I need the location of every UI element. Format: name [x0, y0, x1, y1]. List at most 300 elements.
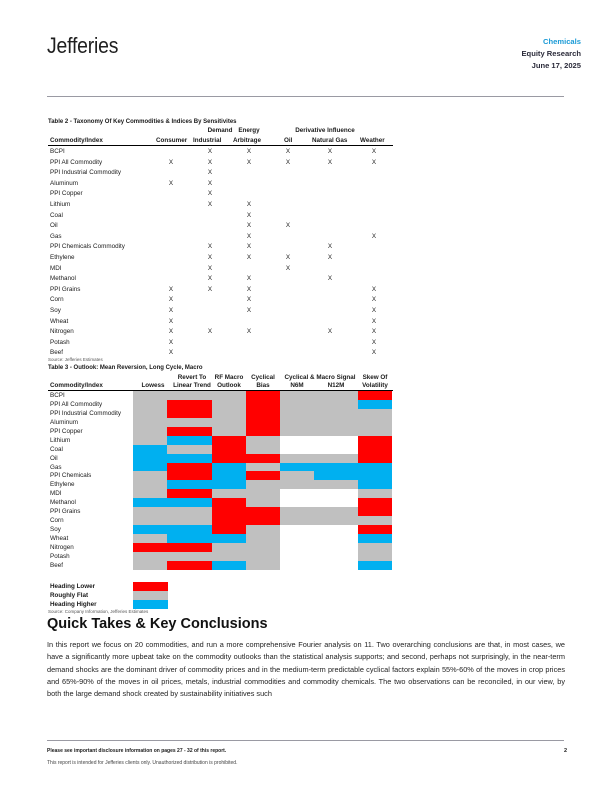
heatmap-cell-blank [280, 489, 314, 498]
heatmap-cell-flat [133, 471, 167, 480]
heatmap-cell-blank [280, 552, 314, 561]
col-revert-line1: Revert To [177, 374, 207, 381]
heatmap-cell-lower [212, 454, 246, 463]
col-signal-group: Cyclical & Macro Signal [284, 374, 356, 381]
sensitivity-mark: X [207, 264, 213, 272]
commodity-name: BCPI [50, 392, 65, 399]
heatmap-cell-higher [358, 463, 392, 472]
heatmap-cell-lower [212, 436, 246, 445]
heatmap-cell-flat [314, 454, 358, 463]
heatmap-cell-flat [358, 489, 392, 498]
heatmap-cell-flat [133, 391, 167, 400]
commodity-name: Soy [50, 306, 61, 314]
sensitivity-mark: X [207, 200, 213, 208]
heatmap-cell-lower [358, 454, 392, 463]
commodity-name: Gas [50, 232, 62, 240]
commodity-name: Wheat [50, 317, 69, 325]
heatmap-cell-flat [167, 445, 212, 454]
commodity-name: Gas [50, 463, 62, 471]
legend-swatch-flat [133, 591, 168, 600]
sensitivity-mark: X [285, 264, 291, 272]
sensitivity-mark: X [246, 275, 252, 283]
heatmap-row [48, 454, 393, 463]
sensitivity-mark: X [207, 158, 213, 166]
heatmap-cell-lower [246, 516, 280, 525]
heatmap-cell-flat [133, 436, 167, 445]
heatmap-cell-flat [133, 489, 167, 498]
table-row [48, 212, 393, 223]
heatmap-cell-blank [314, 525, 358, 534]
sensitivity-mark: X [246, 232, 252, 240]
heatmap-row [48, 427, 393, 436]
commodity-name: PPI Industrial Commodity [50, 409, 122, 417]
legend-label-flat: Roughly Flat [50, 592, 89, 599]
sensitivity-mark: X [246, 222, 252, 230]
table-row [48, 254, 393, 265]
col-cyclical-line1: Cyclical [251, 374, 275, 381]
heatmap-cell-flat [212, 418, 246, 427]
sensitivity-mark: X [327, 275, 333, 283]
commodity-name: PPI All Commodity [50, 400, 103, 408]
jefferies-logo: Jefferies [47, 33, 119, 58]
heatmap-cell-flat [246, 445, 280, 454]
col-industrial: Industrial [193, 137, 222, 144]
heatmap-cell-flat [246, 436, 280, 445]
commodity-name: Oil [50, 222, 58, 230]
heatmap-row [48, 561, 393, 570]
heatmap-cell-lower [212, 525, 246, 534]
sensitivity-mark: X [246, 200, 252, 208]
heatmap-cell-flat [212, 409, 246, 418]
header-divider [47, 96, 564, 97]
heatmap-cell-higher [280, 463, 314, 472]
table-row [48, 275, 393, 286]
heatmap-cell-lower [358, 391, 392, 400]
sensitivity-mark: X [285, 148, 291, 155]
heatmap-cell-flat [358, 516, 392, 525]
heatmap-cell-flat [314, 391, 358, 400]
table2-title: Table 2 - Taxonomy Of Key Commodities & Indices By Sensitivites [48, 119, 237, 125]
table-row [48, 190, 393, 201]
heatmap-cell-lower [358, 498, 392, 507]
heatmap-cell-lower [167, 489, 212, 498]
legend-label-higher: Heading Higher [50, 601, 97, 608]
table-row [48, 169, 393, 180]
heatmap-cell-higher [358, 561, 392, 570]
sensitivity-mark: X [371, 296, 377, 304]
sensitivity-mark: X [371, 232, 377, 240]
heatmap-cell-blank [280, 498, 314, 507]
table3-header-row [48, 373, 393, 391]
sensitivity-mark: X [207, 169, 213, 177]
heatmap-cell-flat [314, 516, 358, 525]
heatmap-cell-lower [167, 543, 212, 552]
sensitivity-mark: X [371, 317, 377, 325]
sensitivity-mark: X [207, 285, 213, 293]
commodity-name: Methanol [50, 499, 76, 507]
heatmap-cell-blank [314, 445, 358, 454]
commodity-name: PPI Grains [50, 285, 81, 293]
heatmap-cell-flat [314, 409, 358, 418]
sensitivity-mark: X [246, 243, 252, 251]
heatmap-row [48, 480, 393, 489]
commodity-name: PPI Copper [50, 427, 83, 435]
table-row [48, 286, 393, 297]
heatmap-cell-blank [280, 436, 314, 445]
heatmap-cell-flat [167, 391, 212, 400]
table-row [48, 222, 393, 233]
heatmap-cell-higher [212, 471, 246, 480]
heatmap-cell-flat [280, 400, 314, 409]
commodity-name: Lithium [50, 200, 71, 208]
sensitivity-mark: X [207, 275, 213, 283]
commodity-name: Lithium [50, 436, 71, 444]
heatmap-cell-blank [280, 534, 314, 543]
heatmap-cell-lower [246, 418, 280, 427]
heatmap-cell-blank [280, 543, 314, 552]
heatmap-cell-flat [133, 516, 167, 525]
heatmap-cell-higher [133, 525, 167, 534]
sensitivity-mark: X [371, 285, 377, 293]
commodity-name: Coal [50, 211, 63, 219]
heatmap-cell-flat [133, 427, 167, 436]
heatmap-row [48, 471, 393, 480]
table-row [48, 180, 393, 191]
heatmap-cell-blank [314, 561, 358, 570]
col-consumer: Consumer [156, 137, 188, 144]
heatmap-cell-higher [212, 534, 246, 543]
legend-swatch-higher [133, 600, 168, 609]
sensitivity-mark: X [207, 243, 213, 251]
heatmap-cell-flat [133, 409, 167, 418]
heatmap-cell-lower [167, 409, 212, 418]
col-arbitrage: Arbitrage [233, 137, 261, 144]
sensitivity-mark: X [168, 158, 174, 166]
sensitivity-mark: X [327, 328, 333, 336]
col-natural-gas: Natural Gas [312, 137, 348, 144]
heatmap-cell-higher [167, 498, 212, 507]
heatmap-cell-higher [212, 561, 246, 570]
sensitivity-mark: X [246, 328, 252, 336]
sensitivity-mark: X [168, 317, 174, 325]
commodity-name: PPI Industrial Commodity [50, 169, 122, 177]
heatmap-cell-lower [246, 427, 280, 436]
table2-body [48, 148, 393, 360]
heatmap-cell-higher [167, 454, 212, 463]
group-header-derivative: Derivative Influence [295, 127, 355, 134]
heatmap-cell-lower [358, 507, 392, 516]
heatmap-cell-flat [246, 561, 280, 570]
sensitivity-mark: X [168, 296, 174, 304]
table-row [48, 159, 393, 170]
heatmap-cell-flat [133, 480, 167, 489]
heatmap-cell-blank [280, 525, 314, 534]
heatmap-cell-lower [358, 525, 392, 534]
heatmap-cell-higher [314, 471, 358, 480]
heatmap-cell-flat [167, 507, 212, 516]
heatmap-cell-higher [133, 498, 167, 507]
heatmap-cell-flat [212, 552, 246, 561]
heatmap-cell-blank [314, 436, 358, 445]
legend-label-lower: Heading Lower [50, 583, 96, 590]
heatmap-row [48, 436, 393, 445]
heatmap-cell-higher [133, 445, 167, 454]
commodity-name: Nitrogen [50, 328, 74, 336]
heatmap-cell-lower [358, 445, 392, 454]
heatmap-cell-higher [358, 480, 392, 489]
heatmap-cell-lower [246, 471, 280, 480]
sensitivity-mark: X [246, 158, 252, 166]
heatmap-row [48, 489, 393, 498]
heatmap-cell-flat [246, 498, 280, 507]
heatmap-cell-flat [358, 409, 392, 418]
heatmap-cell-flat [167, 552, 212, 561]
heatmap-cell-blank [314, 534, 358, 543]
sensitivity-mark: X [207, 190, 213, 198]
heatmap-cell-flat [246, 552, 280, 561]
sensitivity-mark: X [207, 148, 213, 155]
heatmap-cell-flat [358, 552, 392, 561]
heatmap-cell-lower [246, 391, 280, 400]
heatmap-cell-lower [167, 463, 212, 472]
heatmap-row [48, 507, 393, 516]
heatmap-cell-flat [133, 400, 167, 409]
heatmap-cell-flat [212, 489, 246, 498]
sector-label: Chemicals [543, 37, 581, 46]
table3-legend [50, 582, 97, 609]
heatmap-cell-higher [133, 454, 167, 463]
heatmap-cell-higher [167, 534, 212, 543]
heatmap-row [48, 498, 393, 507]
heatmap-cell-lower [246, 507, 280, 516]
sensitivity-mark: X [327, 253, 333, 261]
heatmap-cell-lower [167, 561, 212, 570]
heatmap-cell-flat [246, 525, 280, 534]
commodity-name: PPI All Commodity [50, 158, 103, 166]
col-rfmacro-line1: RF Macro [214, 374, 244, 381]
heatmap-cell-higher [358, 471, 392, 480]
commodity-name: Wheat [50, 535, 69, 542]
page-number: 2 [563, 748, 567, 754]
table3-title: Table 3 - Outlook: Mean Reversion, Long Cycle, Macro [48, 365, 203, 371]
commodity-name: Nitrogen [50, 543, 74, 551]
sensitivity-mark: X [168, 306, 174, 314]
table2-source: Source: Jefferies Estimates [48, 357, 103, 362]
heatmap-cell-blank [280, 445, 314, 454]
heatmap-cell-blank [314, 498, 358, 507]
heatmap-cell-flat [212, 427, 246, 436]
heatmap-cell-lower [246, 409, 280, 418]
table-row [48, 318, 393, 329]
heatmap-cell-flat [246, 463, 280, 472]
sensitivity-mark: X [168, 349, 174, 357]
group-header-demand: Demand [207, 127, 233, 134]
legend-swatch-lower [133, 582, 168, 591]
sensitivity-mark: X [168, 179, 174, 187]
heatmap-row [48, 552, 393, 561]
commodity-name: PPI Chemicals Commodity [50, 243, 125, 251]
sensitivity-mark: X [246, 296, 252, 304]
heatmap-cell-flat [358, 427, 392, 436]
heatmap-row [48, 463, 393, 472]
sensitivity-mark: X [168, 285, 174, 293]
heatmap-cell-flat [280, 391, 314, 400]
col-n6m: N6M [290, 382, 304, 389]
heatmap-cell-flat [280, 454, 314, 463]
heatmap-row [48, 516, 393, 525]
heatmap-cell-flat [280, 427, 314, 436]
report-meta [521, 36, 581, 72]
commodity-name: Aluminum [50, 179, 78, 187]
col-weather: Weather [360, 137, 385, 144]
commodity-name: Potash [50, 552, 70, 560]
heatmap-cell-lower [358, 436, 392, 445]
heatmap-cell-flat [314, 418, 358, 427]
heatmap-cell-higher [167, 525, 212, 534]
col-cyclical-line2: Bias [256, 382, 270, 389]
sensitivity-mark: X [327, 158, 333, 166]
heatmap-row [48, 534, 393, 543]
heatmap-cell-lower [167, 400, 212, 409]
commodity-name: Coal [50, 445, 63, 453]
commodity-name: Ethylene [50, 253, 75, 261]
col-skew-line2: Volatility [362, 382, 388, 389]
table-row [48, 328, 393, 339]
heatmap-cell-higher [212, 480, 246, 489]
table-row [48, 296, 393, 307]
sensitivity-mark: X [371, 158, 377, 166]
heatmap-cell-flat [246, 543, 280, 552]
heatmap-cell-lower [212, 516, 246, 525]
table-row [48, 307, 393, 318]
table3-source: Source: Company Information, Jefferies Estimates [48, 609, 149, 614]
section-body: In this report we focus on 20 commodities, and run a more comprehensive Fourier analysis on 11. Two overarching conclusions are that, in most cases, we have a significantly more upbeat take on the commodity outlooks than the statistical analysis supports; and second, perhaps not surprisingly, in the near-term demand shocks are the dominant driver of commodity prices and in the medium-term predictable cyclical factors explain 55%-60% of the moves in crop prices and 65%-90% of the moves in oil prices, metals, industrial commodities and commodity chemicals. The two observations can be reconciled, in our view, by both the large demand shock created by sustainability initiatives such [47, 640, 565, 699]
commodity-name: Beef [50, 349, 63, 357]
col-skew-line1: Skew Of [362, 374, 388, 381]
commodity-name: Ethylene [50, 481, 75, 489]
heatmap-cell-flat [314, 427, 358, 436]
heatmap-cell-flat [133, 418, 167, 427]
heatmap-cell-higher [314, 463, 358, 472]
heatmap-cell-lower [212, 498, 246, 507]
heatmap-row [48, 391, 393, 400]
col-oil: Oil [284, 137, 293, 144]
heatmap-cell-flat [133, 507, 167, 516]
commodity-name: PPI Chemicals [50, 472, 92, 480]
commodity-name: Corn [50, 296, 64, 304]
sensitivity-mark: X [246, 148, 252, 155]
sensitivity-mark: X [285, 158, 291, 166]
heatmap-row [48, 445, 393, 454]
distribution-notice: This report is intended for Jefferies clients only. Unauthorized distribution is prohibited. [47, 760, 238, 766]
heatmap-cell-flat [133, 534, 167, 543]
sensitivity-mark: X [246, 285, 252, 293]
sensitivity-mark: X [207, 253, 213, 261]
heatmap-cell-flat [280, 480, 314, 489]
sensitivity-mark: X [207, 179, 213, 187]
commodity-name: Aluminum [50, 418, 78, 426]
heatmap-cell-flat [133, 561, 167, 570]
heatmap-row [48, 543, 393, 552]
heatmap-cell-flat [246, 480, 280, 489]
col-revert-line2: Linear Trend [173, 382, 211, 389]
sensitivity-mark: X [327, 148, 333, 155]
heatmap-cell-blank [280, 561, 314, 570]
heatmap-cell-flat [167, 516, 212, 525]
sensitivity-mark: X [168, 328, 174, 336]
commodity-name: Potash [50, 338, 70, 346]
table2-header-row [48, 137, 393, 146]
heatmap-cell-flat [246, 534, 280, 543]
col-commodity: Commodity/Index [50, 137, 103, 144]
commodity-name: Beef [50, 561, 63, 569]
group-header-energy: Energy [238, 127, 260, 134]
commodity-name: Oil [50, 454, 58, 462]
heatmap-cell-higher [167, 480, 212, 489]
heatmap-cell-flat [280, 507, 314, 516]
col-n12m: N12M [327, 382, 345, 389]
sensitivity-mark: X [168, 338, 174, 346]
commodity-name: Soy [50, 526, 61, 534]
heatmap-cell-flat [280, 418, 314, 427]
heatmap-cell-flat [212, 391, 246, 400]
heatmap-cell-flat [314, 480, 358, 489]
department-label: Equity Research [521, 49, 581, 58]
heatmap-cell-flat [314, 507, 358, 516]
heatmap-cell-flat [280, 409, 314, 418]
col-commodity: Commodity/Index [50, 382, 103, 389]
commodity-name: BCPI [50, 148, 65, 155]
sensitivity-mark: X [246, 253, 252, 261]
table-row [48, 265, 393, 276]
heatmap-cell-lower [133, 543, 167, 552]
heatmap-row [48, 418, 393, 427]
commodity-name: Methanol [50, 275, 76, 283]
commodity-name: PPI Copper [50, 190, 83, 198]
table3-heatmap [48, 391, 393, 570]
sensitivity-mark: X [371, 349, 377, 357]
heatmap-cell-higher [358, 400, 392, 409]
heatmap-cell-flat [167, 418, 212, 427]
heatmap-row [48, 409, 393, 418]
report-date: June 17, 2025 [531, 61, 581, 70]
commodity-name: MDI [50, 490, 62, 498]
heatmap-cell-higher [212, 463, 246, 472]
heatmap-row [48, 400, 393, 409]
heatmap-cell-blank [314, 552, 358, 561]
heatmap-cell-lower [246, 400, 280, 409]
heatmap-cell-lower [212, 507, 246, 516]
table-row [48, 233, 393, 244]
heatmap-cell-flat [280, 471, 314, 480]
sensitivity-mark: X [371, 306, 377, 314]
heatmap-cell-lower [246, 454, 280, 463]
heatmap-cell-blank [314, 489, 358, 498]
sensitivity-mark: X [371, 148, 377, 155]
heatmap-cell-flat [212, 543, 246, 552]
sensitivity-mark: X [285, 253, 291, 261]
table-row [48, 243, 393, 254]
table-row [48, 148, 393, 159]
heatmap-cell-blank [314, 543, 358, 552]
commodity-name: Corn [50, 517, 64, 525]
sensitivity-mark: X [285, 222, 291, 230]
heatmap-cell-higher [167, 436, 212, 445]
footer-divider [47, 740, 564, 741]
disclosure-note: Please see important disclosure information on pages 27 - 32 of this report. [47, 748, 227, 754]
sensitivity-mark: X [371, 338, 377, 346]
heatmap-row [48, 525, 393, 534]
